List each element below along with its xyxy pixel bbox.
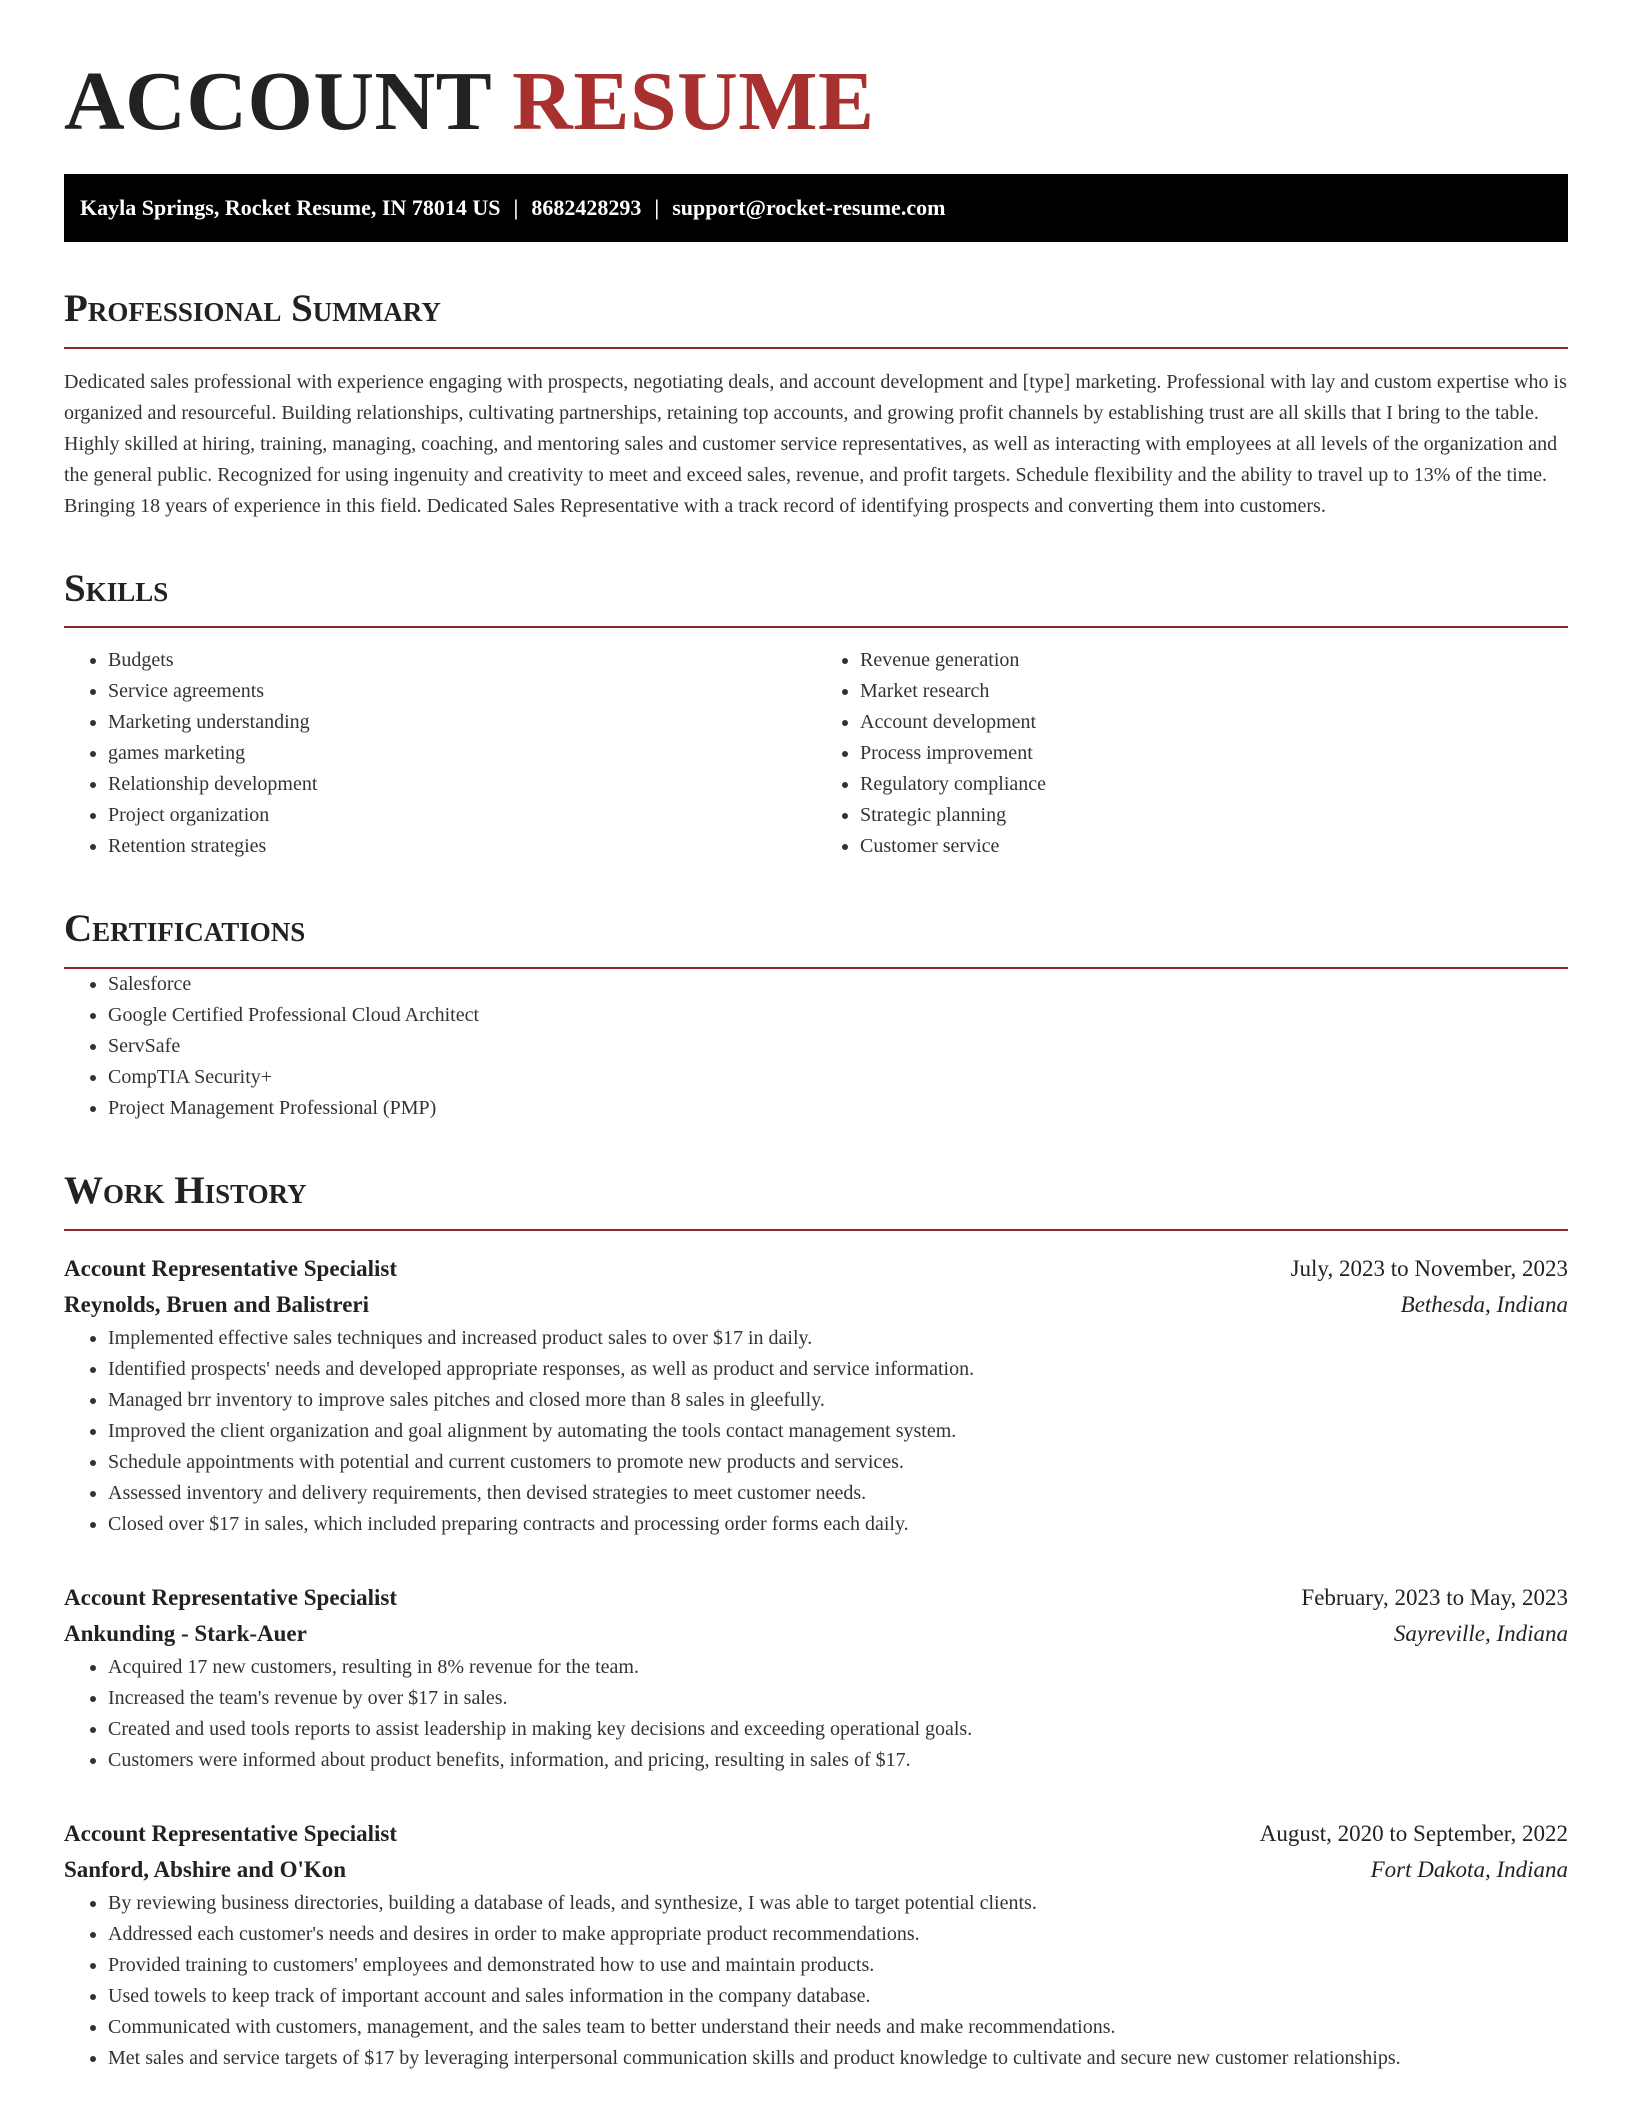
job-title: Account Representative Specialist [64,1820,398,1846]
job-location: Fort Dakota, Indiana [1370,1856,1568,1882]
job-bullet: • Identified prospects' needs and developed appropriate responses, as well as product and service information. [108,1354,1568,1385]
skills-section [64,566,1568,863]
section-heading: Professional Summary [64,286,441,330]
job-location: Bethesda, Indiana [1400,1291,1568,1317]
skills-column-left [64,645,816,862]
job-bullet: • Used towels to keep track of important account and sales information in the company database. [108,1981,1568,2012]
section-divider [64,626,1568,628]
job-header-row [64,1251,1568,1287]
job-bullet: • Increased the team's revenue by over $17 in sales. [108,1683,1568,1714]
job-entry [64,1251,1568,1540]
job-bullet: • Managed brr inventory to improve sales pitches and closed more than 8 sales in gleefully. [108,1385,1568,1416]
job-bullets [64,1652,1568,1776]
job-bullets [64,1888,1568,2074]
skill-item: • games marketing [108,738,816,769]
section-heading: Work History [64,1169,307,1213]
job-bullet: • Met sales and service targets of $17 by leveraging interpersonal communication skills and product knowledge to cultivate and secure new customer relationships. [108,2043,1568,2074]
certification-item: • Project Management Professional (PMP) [108,1093,1568,1124]
skill-item: • Marketing understanding [108,707,816,738]
certification-item: • Google Certified Professional Cloud Architect [108,1000,1568,1031]
skill-item: • Regulatory compliance [860,769,1568,800]
contact-separator: | [654,194,660,220]
job-entry [64,1816,1568,2074]
job-bullets [64,1323,1568,1540]
certification-item: • Salesforce [108,969,1568,1000]
certification-item: • ServSafe [108,1031,1568,1062]
skill-item: • Account development [860,707,1568,738]
skill-item: • Customer service [860,831,1568,862]
job-bullet: • Acquired 17 new customers, resulting in 8% revenue for the team. [108,1652,1568,1683]
job-entry [64,1580,1568,1776]
skill-item: • Strategic planning [860,800,1568,831]
job-company: Ankunding - Stark-Auer [64,1620,307,1646]
skill-item: • Budgets [108,645,816,676]
skill-item: • Revenue generation [860,645,1568,676]
resume-title [64,52,1568,153]
skill-item: • Market research [860,676,1568,707]
contact-phone: 8682428293 [531,194,642,220]
skill-item: • Service agreements [108,676,816,707]
section-divider [64,1229,1568,1231]
skill-item: • Retention strategies [108,831,816,862]
skills-column-right [816,645,1568,862]
certifications-list [64,969,1568,1124]
job-header-row [64,1580,1568,1616]
title-part-1: ACCOUNT [64,55,491,148]
job-title: Account Representative Specialist [64,1584,398,1610]
title-part-2: RESUME [512,55,875,148]
skills-list [64,645,816,862]
job-bullet: • Improved the client organization and goal alignment by automating the tools contact management system. [108,1416,1568,1447]
professional-summary-section [64,286,1568,522]
contact-address: Kayla Springs, Rocket Resume, IN 78014 US [80,194,501,220]
job-company: Reynolds, Bruen and Balistreri [64,1291,369,1317]
job-bullet: • Implemented effective sales techniques and increased product sales to over $17 in daily. [108,1323,1568,1354]
job-bullet: • Provided training to customers' employees and demonstrated how to use and maintain products. [108,1950,1568,1981]
job-dates: February, 2023 to May, 2023 [1301,1584,1568,1610]
job-bullet: • Created and used tools reports to assist leadership in making key decisions and exceeding operational goals. [108,1714,1568,1745]
job-bullet: • By reviewing business directories, building a database of leads, and synthesize, I was able to target potential clients. [108,1888,1568,1919]
job-bullet: • Addressed each customer's needs and desires in order to make appropriate product recommendations. [108,1919,1568,1950]
contact-email: support@rocket-resume.com [672,194,946,220]
contact-bar [64,174,1568,242]
skill-item: • Relationship development [108,769,816,800]
skills-grid [64,645,1568,862]
job-dates: July, 2023 to November, 2023 [1290,1255,1568,1281]
skill-item: • Project organization [108,800,816,831]
skills-list [816,645,1568,862]
work-history-section [64,1168,1568,2074]
job-bullet: • Assessed inventory and delivery requirements, then devised strategies to meet customer needs. [108,1478,1568,1509]
section-heading: Skills [64,566,169,610]
job-bullet: • Schedule appointments with potential and current customers to promote new products and services. [108,1447,1568,1478]
job-bullet: • Customers were informed about product benefits, information, and pricing, resulting in sales of $17. [108,1745,1568,1776]
job-subheader-row [64,1616,1568,1652]
skill-item: • Process improvement [860,738,1568,769]
job-dates: August, 2020 to September, 2022 [1259,1820,1568,1846]
summary-text: Dedicated sales professional with experience engaging with prospects, negotiating deals, and account development and [type] marketing. Professional with lay and custom expertise who is organized and resourceful. Building relationships, cultivating partnerships, retaining top accounts, and growing profit channels by establishing trust are all skills that I bring to the table. Highly skilled at hiring, training, managing, coaching, and mentoring sales and customer service representatives, as well as interacting with employees at all levels of the organization and the general public. Recognized for using ingenuity and creativity to meet and exceed sales, revenue, and profit targets. Schedule flexibility and the ability to travel up to 13% of the time. Bringing 18 years of experience in this field. Dedicated Sales Representative with a track record of identifying prospects and converting them into customers. [64,370,1567,517]
job-bullet: • Closed over $17 in sales, which included preparing contracts and processing order forms each daily. [108,1509,1568,1540]
section-divider [64,347,1568,349]
job-title: Account Representative Specialist [64,1255,398,1281]
job-company: Sanford, Abshire and O'Kon [64,1856,347,1882]
section-heading: Certifications [64,907,306,951]
contact-separator: | [513,194,519,220]
job-bullet: • Communicated with customers, management, and the sales team to better understand their needs and make recommendations. [108,2012,1568,2043]
certifications-section [64,906,1568,1124]
job-subheader-row [64,1287,1568,1323]
job-subheader-row [64,1852,1568,1888]
job-location: Sayreville, Indiana [1393,1620,1568,1646]
job-header-row [64,1816,1568,1852]
certification-item: • CompTIA Security+ [108,1062,1568,1093]
